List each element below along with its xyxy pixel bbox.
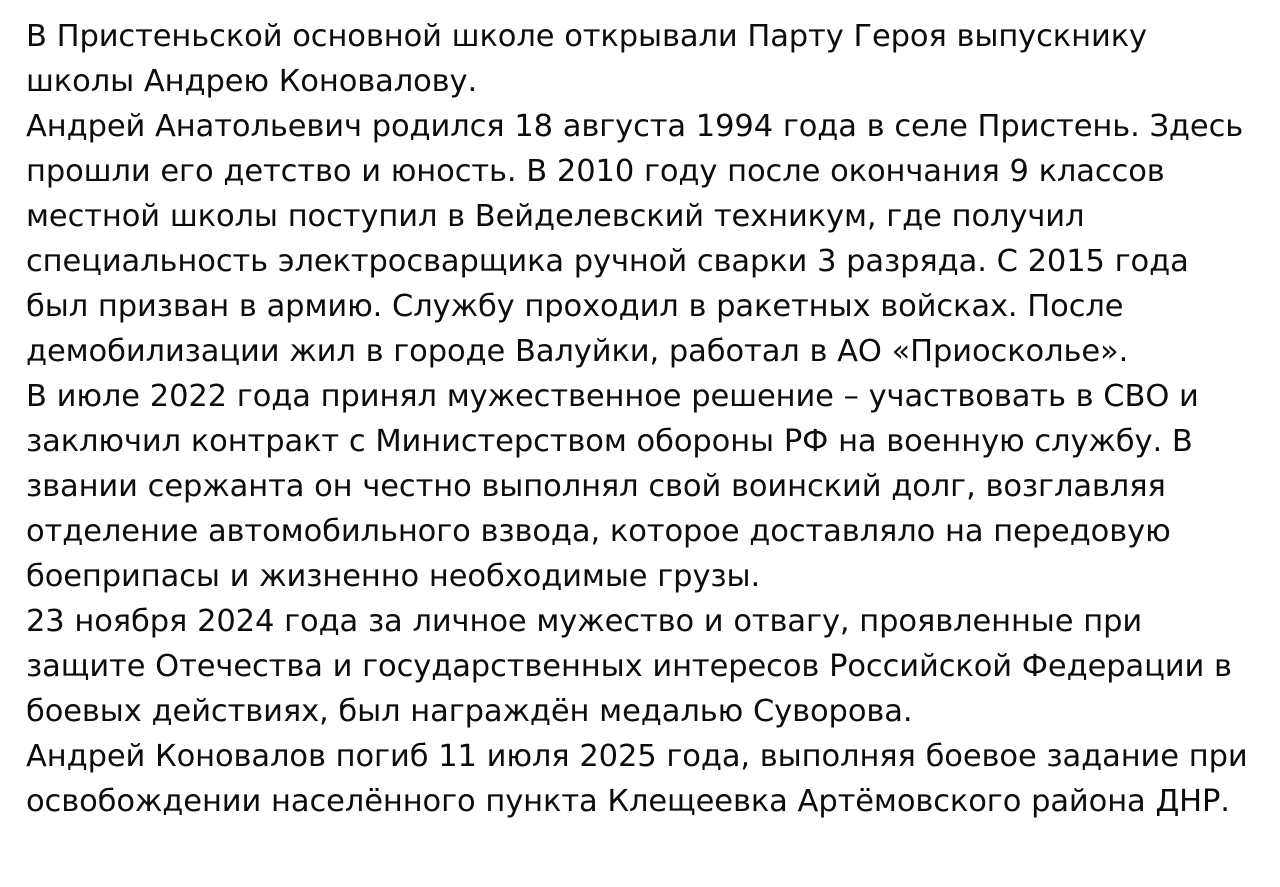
paragraph-service: В июле 2022 года принял мужественное решение – участвовать в СВО и заключил контракт с Министерством обороны РФ на военную службу. В звании сержанта он честно выполнял свой воинский долг, возглавляя отделение автомобильного взвода, которое доставляло на передовую боеприпасы и жизненно необходимые грузы. — [26, 379, 1199, 594]
paragraph-intro: В Пристеньской основной школе открывали Парту Героя выпускнику школы Андрею Коновалову. — [26, 19, 1147, 99]
paragraph-death: Андрей Коновалов погиб 11 июля 2025 года, выполняя боевое задание при освобождении населённого пункта Клещеевка Артёмовского района ДНР. — [26, 739, 1248, 819]
article-body — [26, 14, 1250, 824]
paragraph-award: 23 ноября 2024 года за личное мужество и отвагу, проявленные при защите Отечества и государственных интересов Российской Федерации в боевых действиях, был награждён медалью Суворова. — [26, 604, 1232, 729]
paragraph-biography: Андрей Анатольевич родился 18 августа 1994 года в селе Пристень. Здесь прошли его детство и юность. В 2010 году после окончания 9 классов местной школы поступил в Вейделевский техникум, где получил специальность электросварщика ручной сварки 3 разряда. С 2015 года был призван в армию. Службу проходил в ракетных войсках. После демобилизации жил в городе Валуйки, работал в АО «Приосколье». — [26, 109, 1244, 369]
